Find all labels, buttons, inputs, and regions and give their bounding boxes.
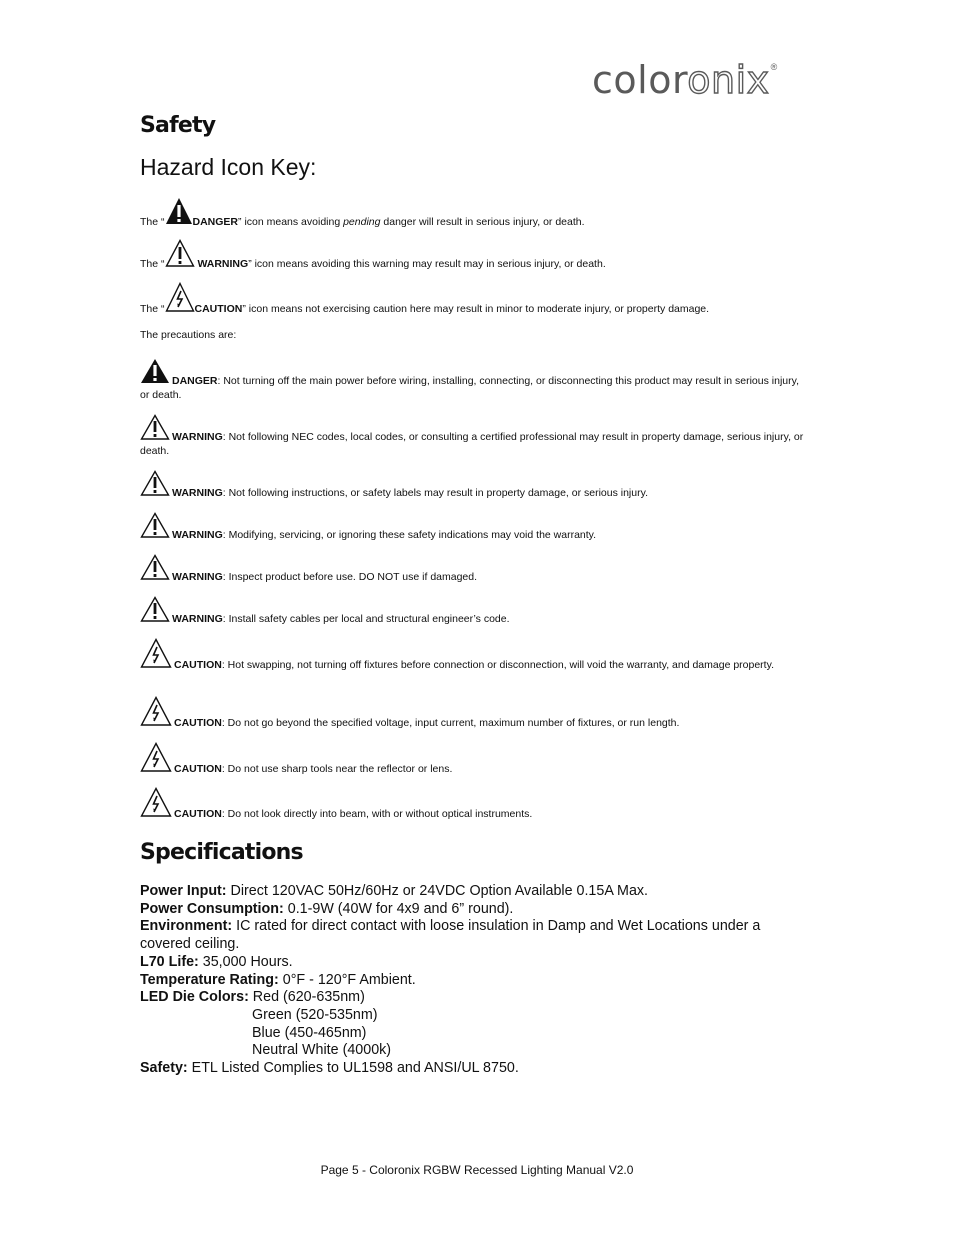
logo-text-outline: onix: [687, 58, 770, 102]
brand-logo: [592, 58, 778, 102]
caution-icon: [165, 282, 195, 316]
spec-temperature-rating: Temperature Rating: 0°F - 120°F Ambient.: [140, 971, 416, 988]
precaution-item: CAUTION: Do not use sharp tools near the reflector or lens.: [140, 742, 810, 777]
spec-led-die-colors: LED Die Colors: Red (620-635nm): [140, 989, 365, 1006]
danger-icon: [165, 197, 193, 229]
spec-led-color-green: Green (520-535nm): [252, 1006, 378, 1023]
safety-heading: Safety: [140, 113, 216, 138]
precaution-item: CAUTION: Do not go beyond the specified voltage, input current, maximum number of fixtures, or run length.: [140, 696, 810, 731]
spec-power-consumption: Power Consumption: 0.1-9W (40W for 4x9 and 6” round).: [140, 900, 514, 917]
danger-icon: [140, 358, 170, 389]
key-line-warning: The “ WARNING” icon means avoiding this warning may result may in serious injury, or death.: [140, 239, 810, 271]
warning-icon: [140, 512, 170, 543]
specifications-list: [140, 883, 810, 1078]
warning-icon: [140, 596, 170, 627]
spec-led-color-blue: Blue (450-465nm): [252, 1024, 367, 1041]
key-line-caution: The “ CAUTION” icon means not exercising caution here may result in minor to moderate injury, or property damage.: [140, 282, 810, 316]
registered-mark: ®: [770, 62, 778, 72]
precaution-item: WARNING: Not following instructions, or safety labels may result in property damage, or serious injury.: [140, 470, 810, 501]
precautions-intro: The precautions are:: [140, 329, 237, 341]
page-footer: Page 5 - Coloronix RGBW Recessed Lighting Manual V2.0: [320, 1163, 634, 1177]
caution-icon: [140, 742, 172, 777]
precaution-item: CAUTION: Do not look directly into beam, with or without optical instruments.: [140, 787, 810, 822]
specifications-heading: Specifications: [140, 840, 303, 865]
warning-icon: [140, 554, 170, 585]
key-line-danger: The “ DANGER” icon means avoiding pending danger will result in serious injury, or death.: [140, 197, 810, 229]
spec-environment: Environment: IC rated for direct contact with loose insulation in Damp and Wet Locations under a covered ceiling.: [140, 918, 761, 953]
caution-icon: [140, 787, 172, 822]
spec-power-input: Power Input: Direct 120VAC 50Hz/60Hz or 24VDC Option Available 0.15A Max.: [140, 883, 649, 899]
spec-led-color-white: Neutral White (4000k): [252, 1042, 392, 1059]
warning-icon: [165, 239, 195, 271]
warning-icon: [140, 414, 170, 445]
caution-icon: [140, 638, 172, 673]
warning-icon: [140, 470, 170, 501]
precaution-item: CAUTION: Hot swapping, not turning off fixtures before connection or disconnection, will void the warranty, and damage property.: [140, 638, 810, 673]
hazard-icon-key-heading: Hazard Icon Key:: [140, 154, 317, 180]
spec-l70-life: L70 Life: 35,000 Hours.: [140, 953, 293, 970]
spec-safety: Safety: ETL Listed Complies to UL1598 and ANSI/UL 8750.: [140, 1060, 519, 1077]
precaution-item: WARNING: Not following NEC codes, local codes, or consulting a certified professional may result in property damage, serious injury, or death.: [140, 414, 810, 458]
logo-text-solid: color: [592, 58, 688, 102]
caution-icon: [140, 696, 172, 731]
precaution-item: WARNING: Inspect product before use. DO NOT use if damaged.: [140, 554, 810, 585]
precaution-item: WARNING: Install safety cables per local and structural engineer’s code.: [140, 596, 810, 627]
precaution-item: DANGER: Not turning off the main power before wiring, installing, connecting, or disconnecting this product may result in serious injury, or death.: [140, 358, 810, 402]
precaution-item: WARNING: Modifying, servicing, or ignoring these safety indications may void the warranty.: [140, 512, 810, 543]
